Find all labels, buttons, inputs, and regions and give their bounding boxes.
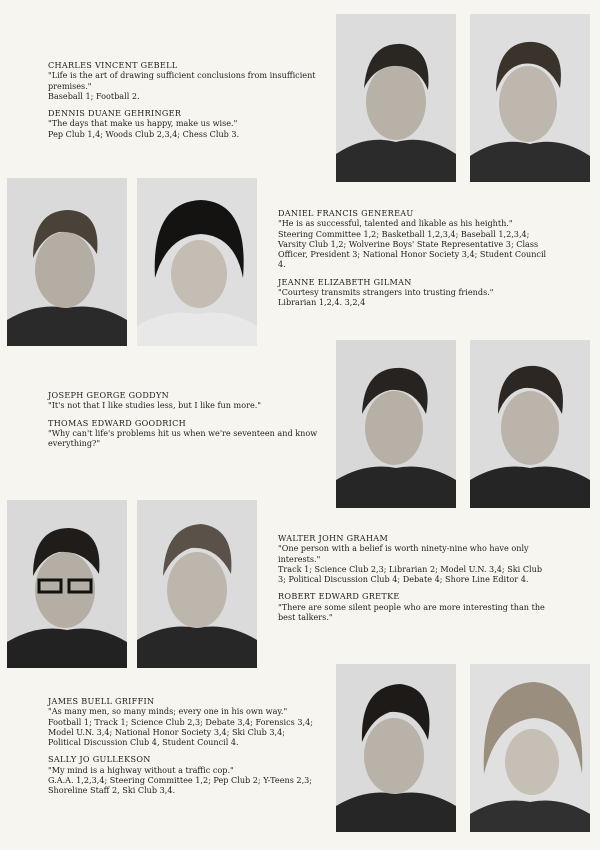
senior-activities: Librarian 1,2,4. 3,2,4 (278, 297, 366, 308)
text-block-4 (278, 533, 548, 629)
senior-activities: Pep Club 1,4; Woods Club 2,3,4; Chess Club 3. (48, 128, 240, 139)
senior-activities: Baseball 1; Football 2. (48, 90, 140, 101)
senior-name: DANIEL FRANCIS GENEREAU (278, 208, 414, 218)
portrait-photo (336, 664, 456, 832)
senior-activities: Track 1; Science Club 2,3; Librarian 2; Model U.N. 3,4; Ski Club 3; Political Discussion Club 4; Debate 4; Shore Line Editor 4. (278, 563, 543, 585)
senior-quote: "There are some silent people who are more interesting than the best talkers." (278, 601, 545, 623)
senior-entry (48, 108, 318, 139)
text-block-1 (48, 60, 318, 146)
portrait-photo (7, 500, 127, 668)
senior-name: ROBERT EDWARD GRETKE (278, 591, 400, 602)
portrait-photo (137, 178, 257, 346)
portrait-photo (470, 14, 590, 182)
senior-quote: "My mind is a highway without a traffic cop." (48, 764, 234, 775)
senior-quote: "Life is the art of drawing sufficient conclusions from insufficient premises." (48, 70, 316, 91)
portrait-photo (470, 664, 590, 832)
senior-entry (278, 277, 548, 308)
senior-activities: Football 1; Track 1; Science Club 2,3; Debate 3,4; Forensics 3,4; Model U.N. 3,4; National Honor Society 3,4; Ski Club 3,4; Political Discussion Club 4, Student Council 4. (48, 716, 314, 748)
senior-entry (48, 418, 320, 449)
senior-quote: "Why can't life's problems hit us when we're seventeen and know everything?" (48, 427, 318, 449)
senior-name: CHARLES VINCENT GEBELL (48, 60, 178, 70)
senior-name: WALTER JOHN GRAHAM (278, 533, 389, 543)
text-block-2 (278, 208, 548, 315)
senior-name: SALLY JO GULLEKSON (48, 754, 151, 765)
senior-name: JAMES BUELL GRIFFIN (48, 696, 155, 706)
senior-name: THOMAS EDWARD GOODRICH (48, 417, 187, 428)
senior-entry (48, 60, 318, 101)
senior-entry (48, 390, 320, 411)
senior-entry (278, 208, 548, 270)
senior-activities: G.A.A. 1,2,3,4; Steering Committee 1,2; Pep Club 2; Y-Teens 2,3; Shoreline Staff 2, Ski Club 3,4. (48, 775, 313, 796)
senior-name: JOSEPH GEORGE GODDYN (48, 390, 169, 400)
portrait-photo (137, 500, 257, 668)
portrait-photo (470, 340, 590, 508)
senior-quote: "He is as successful, talented and likable as his heighth." (278, 218, 513, 229)
senior-quote: "It's not that I like studies less, but I like fun more." (48, 400, 262, 411)
portrait-photo (7, 178, 127, 346)
senior-quote: "One person with a belief is worth ninety-nine who have only interests." (278, 543, 529, 564)
portrait-photo (336, 340, 456, 508)
senior-name: DENNIS DUANE GEHRINGER (48, 108, 182, 119)
portrait-photo (336, 14, 456, 182)
text-block-5 (48, 696, 320, 803)
senior-quote: "As many men, so many minds; every one in his own way." (48, 706, 288, 717)
senior-quote: "Courtesy transmits strangers into trusting friends." (278, 287, 494, 298)
senior-name: JEANNE ELIZABETH GILMAN (278, 276, 412, 287)
senior-entry (278, 591, 548, 622)
senior-activities: Steering Committee 1,2; Basketball 1,2,3,4; Baseball 1,2,3,4; Varsity Club 1,2; Wolverine Boys' State Representative 3; Class Officer, President 3; National Honor Society 3,4; Student Council 4. (278, 228, 547, 270)
senior-entry (48, 696, 320, 747)
text-block-3 (48, 390, 320, 455)
senior-entry (48, 754, 320, 795)
senior-quote: "The days that make us happy, make us wise." (48, 118, 238, 129)
senior-entry (278, 533, 548, 584)
